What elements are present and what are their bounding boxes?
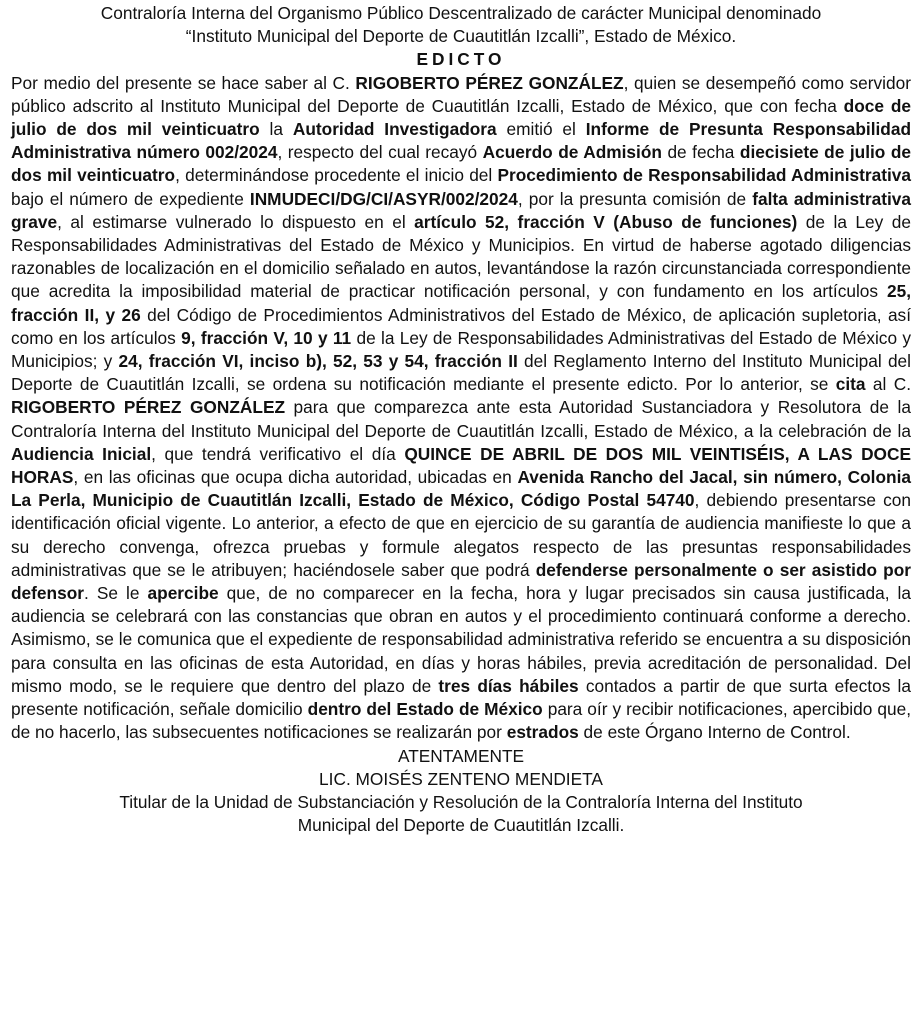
body-bold-segment: cita [835, 374, 866, 395]
body-bold-segment: dentro del Estado de México [307, 699, 543, 720]
document-title: EDICTO [416, 49, 506, 70]
header-line-1: Contraloría Interna del Organismo Público Descentralizado de carácter Municipal denominado [100, 3, 822, 23]
body-text-segment: contados a partir de que surta efectos la presente notificación, señale domicilio [11, 675, 911, 720]
body-text-segment: , por la presunta comisión de [517, 188, 753, 209]
body-text-segment: , determinándose procedente el inicio del [175, 165, 498, 186]
body-text-segment: . Se le [83, 583, 148, 604]
body-bold-segment: doce de julio de dos mil veinticuatro [11, 95, 912, 140]
body-text-segment: , al estimarse vulnerado lo dispuesto en el [57, 211, 415, 232]
body-bold-segment: falta administrativa grave [11, 188, 911, 232]
body-text-segment: para que comparezca ante esta Autoridad Sustanciadora y Resolutora de la Contraloría Interna del Instituto Municipal del Deporte de Cuautitlán Izcalli, Estado de México, a la celebración de la [11, 397, 911, 441]
body-text-segment: de la Ley de Responsabilidades Administrativas del Estado de México y Municipios; y [11, 327, 911, 372]
body-text-segment: de la Ley de Responsabilidades Administrativas del Estado de México y Municipios. En virtud de haberse agotado diligencias razonables de localización en el domicilio señalado en autos, levantándose la razón circunstanciada correspondiente que acredita la imposibilidad material de practicar notificación personal, y con fundamento en los artículos [11, 211, 911, 302]
signatory-role-line-2: Municipal del Deporte de Cuautitlán Izcalli. [297, 815, 625, 836]
closing-salutation: ATENTAMENTE [397, 745, 525, 766]
body-bold-segment: 25, fracción II, y 26 [11, 281, 911, 325]
body-bold-segment: estrados [506, 722, 579, 743]
body-text-segment: , en las oficinas que ocupa dicha autoridad, ubicadas en [73, 467, 518, 488]
edict-body-paragraph [11, 72, 911, 745]
body-text-segment: del Código de Procedimientos Administrativos del Estado de México, de aplicación supletoria, así como en los artículos [11, 304, 911, 348]
signatory-name: LIC. MOISÉS ZENTENO MENDIETA [319, 768, 603, 789]
body-text-segment: , quien se desempeñó como servidor público adscrito al Instituto Municipal del Deporte de Cuautitlán Izcalli, Estado de México, que con fecha [11, 72, 912, 116]
body-bold-segment: INMUDECI/DG/CI/ASYR/002/2024 [249, 188, 518, 209]
signatory-role-line-1: Titular de la Unidad de Substanciación y Resolución de la Contraloría Interna del Instituto [119, 791, 803, 812]
body-text-segment: de fecha [661, 142, 740, 163]
body-bold-segment: artículo 52, fracción V (Abuso de funciones) [414, 211, 798, 232]
body-text-segment: al C. [865, 374, 911, 395]
body-text-segment: Por medio del presente se hace saber al C. [11, 72, 356, 93]
body-text-segment: bajo el número de expediente [11, 188, 250, 209]
body-text-segment: de este Órgano Interno de Control. [578, 722, 851, 743]
body-bold-segment: apercibe [147, 583, 219, 604]
body-bold-segment: diecisiete de julio de dos mil veinticuatro [11, 142, 912, 186]
body-bold-segment: 24, fracción VI, inciso b), 52, 53 y 54, fracción II [118, 351, 518, 372]
body-text-segment: que, de no comparecer en la fecha, hora y lugar precisados sin causa justificada, la audiencia se celebrará con las constancias que obran en autos y el procedimiento continuará conforme a derecho. Asimismo, se le comunica que el expediente de responsabilidad administrativa referido se encuentra a su disposición para consulta en las oficinas de esta Autoridad, en días y horas hábiles, previa acreditación de personalidad. Del mismo modo, se le requiere que dentro del plazo de [11, 583, 911, 696]
body-bold-segment: defenderse personalmente o ser asistido por defensor [11, 559, 912, 604]
body-text-segment: del Reglamento Interno del Instituto Municipal del Deporte de Cuautitlán Izcalli, se ordena su notificación mediante el presente edicto. Por lo anterior, se [11, 351, 912, 395]
body-text-segment: emitió el [496, 119, 586, 140]
body-text-segment: la [259, 119, 293, 140]
body-text-segment: , respecto del cual recayó [277, 142, 483, 163]
body-bold-segment: QUINCE DE ABRIL DE DOS MIL VEINTISÉIS, A LAS DOCE HORAS [11, 443, 911, 488]
body-text-segment: , que tendrá verificativo el día [151, 443, 405, 464]
body-bold-segment: Audiencia Inicial [11, 443, 152, 464]
body-bold-segment: RIGOBERTO PÉREZ GONZÁLEZ [11, 397, 286, 418]
header-line-2: “Instituto Municipal del Deporte de Cuautitlán Izcalli”, Estado de México. [185, 26, 737, 47]
body-bold-segment: Avenida Rancho del Jacal, sin número, Colonia La Perla, Municipio de Cuautitlán Izcalli, Estado de México, Código Postal 54740 [11, 467, 911, 511]
body-bold-segment: Informe de Presunta Responsabilidad Administrativa número 002/2024 [11, 119, 912, 163]
body-text-segment: para oír y recibir notificaciones, apercibido que, de no hacerlo, las subsecuentes notificaciones se realizarán por [11, 699, 911, 743]
body-text-segment: , debiendo presentarse con identificación oficial vigente. Lo anterior, a efecto de que en ejercicio de su garantía de audiencia manifieste lo que a su derecho convenga, ofrezca pruebas y formule alegatos respecto de las presuntas responsabilidades administrativas que se le atribuyen; haciéndosele saber que podrá [11, 490, 911, 580]
body-bold-segment: tres días hábiles [438, 675, 579, 696]
body-bold-segment: Procedimiento de Responsabilidad Administrativa [497, 165, 912, 186]
body-bold-segment: Acuerdo de Admisión [482, 142, 662, 163]
body-bold-segment: 9, fracción V, 10 y 11 [181, 327, 352, 348]
body-bold-segment: RIGOBERTO PÉREZ GONZÁLEZ [355, 72, 624, 93]
body-bold-segment: Autoridad Investigadora [292, 119, 497, 140]
